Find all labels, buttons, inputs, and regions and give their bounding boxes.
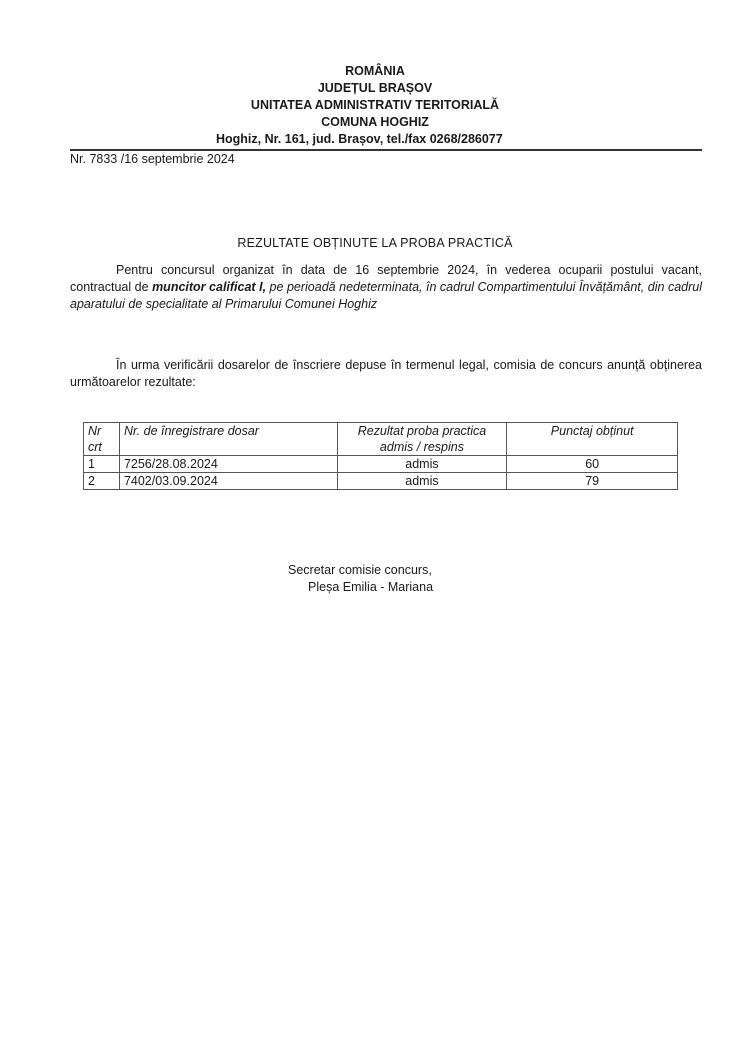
- column-header-rezultat: Rezultat proba practica admis / respins: [337, 423, 507, 456]
- header-unit: UNITATEA ADMINISTRATIV TERITORIALĂ: [250, 98, 500, 112]
- job-title: muncitor calificat I,: [152, 280, 267, 294]
- table-row: [84, 456, 678, 473]
- header-commune: COMUNA HOGHIZ: [321, 115, 429, 129]
- table-header-row: [84, 423, 678, 456]
- intro-text-start: Pentru concursul organizat în data de 16 septembrie 2024, în vederea ocuparii postului vacant, contractual de: [70, 263, 702, 294]
- table-row: [84, 473, 678, 490]
- results-announcement: În urma verificării dosarelor de înscriere depuse în termenul legal, comisia de concurs anunță obținerea următoarelor rezultate:: [70, 358, 702, 389]
- header-country: ROMÂNIA: [345, 64, 405, 78]
- cell-punctaj: 79: [507, 473, 678, 490]
- cell-nr: 2: [84, 473, 120, 490]
- intro-paragraph: [70, 262, 702, 313]
- column-header-dosar: Nr. de înregistrare dosar: [119, 423, 337, 456]
- registration-number: Nr. 7833 /16 septembrie 2024: [70, 152, 235, 166]
- results-table: [83, 422, 678, 490]
- cell-rezultat: admis: [337, 456, 507, 473]
- intro-text-end: pe perioadă nedeterminata, în cadrul Compartimentului Învățământ, din cadrul aparatului de specialitate al Primarului Comunei Hoghiz: [70, 280, 702, 311]
- header-address: Hoghiz, Nr. 161, jud. Brașov, tel./fax 0268/286077: [216, 132, 503, 146]
- signature-role: Secretar comisie concurs,: [288, 563, 432, 577]
- signature-block: [288, 562, 433, 596]
- cell-nr: 1: [84, 456, 120, 473]
- column-header-nr: Nr crt: [84, 423, 120, 456]
- letterhead: [0, 63, 750, 148]
- cell-punctaj: 60: [507, 456, 678, 473]
- signature-name: Pleșa Emilia - Mariana: [308, 580, 434, 594]
- header-divider: [70, 149, 702, 151]
- column-header-punctaj: Punctaj obținut: [507, 423, 678, 456]
- document-title: REZULTATE OBȚINUTE LA PROBA PRACTICĂ: [237, 236, 513, 250]
- header-county: JUDEȚUL BRAȘOV: [317, 81, 433, 95]
- cell-rezultat: admis: [337, 473, 507, 490]
- cell-dosar: 7256/28.08.2024: [119, 456, 337, 473]
- cell-dosar: 7402/03.09.2024: [119, 473, 337, 490]
